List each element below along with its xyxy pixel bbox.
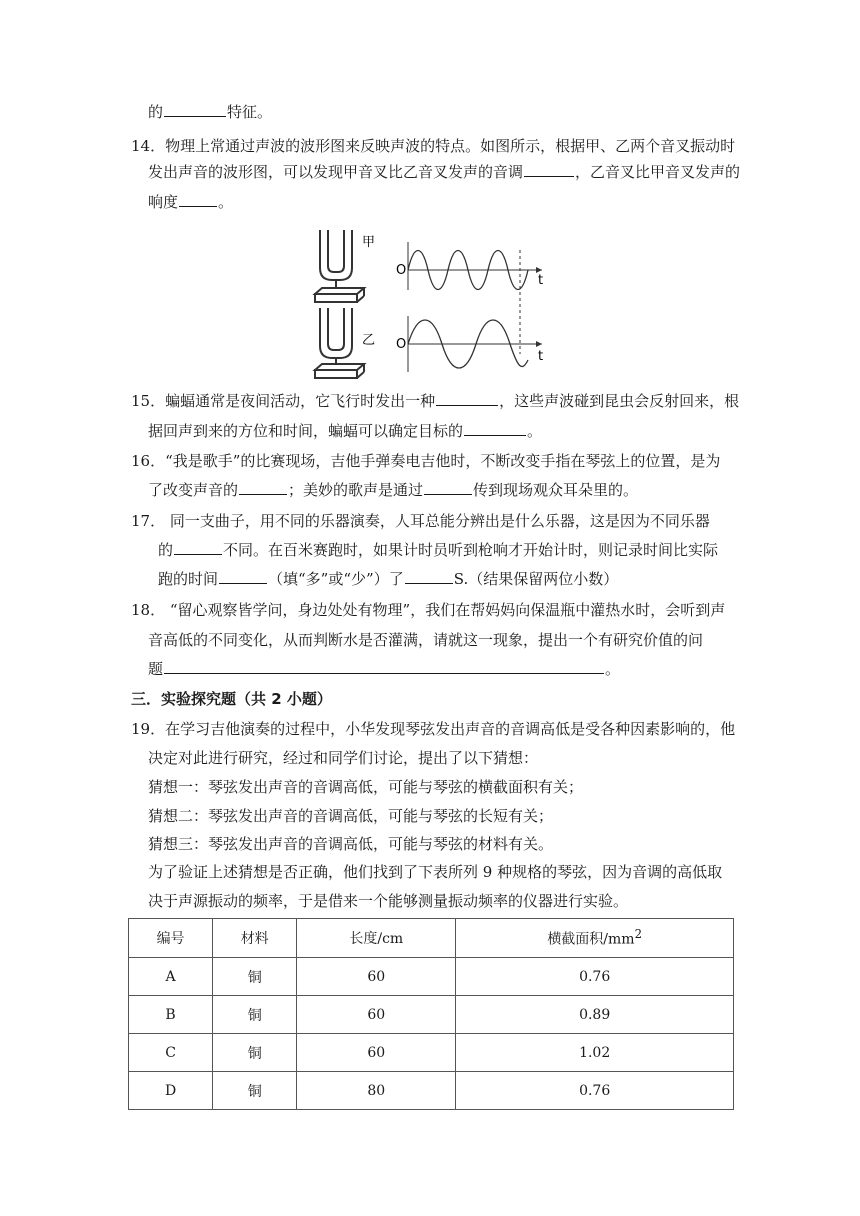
q14-text: 。 <box>218 193 234 211</box>
answer-blank[interactable] <box>405 569 453 584</box>
header-superscript: 2 <box>634 927 643 942</box>
q19-guess1: 猜想一：琴弦发出声音的音调高低，可能与琴弦的横截面积有关； <box>148 778 584 796</box>
table-cell: 铜 <box>213 996 297 1034</box>
q15-line2 <box>148 421 542 441</box>
q17-text: （填“多”或“少”）了 <box>268 570 404 588</box>
table-cell: 60 <box>297 996 456 1034</box>
q18-line1: 18． “留心观察皆学问，身边处处有物理”，我们在帮妈妈向保温瓶中灌热水时，会听到声 <box>131 601 726 619</box>
table-cell: 60 <box>297 958 456 996</box>
q14-line3 <box>148 192 233 212</box>
q18-text: 。 <box>605 660 621 678</box>
q19-line7: 决于声源振动的频率，于是借来一个能够测量振动频率的仪器进行实验。 <box>148 892 629 910</box>
table-cell: B <box>129 996 213 1034</box>
table-header-cell <box>456 919 734 958</box>
q16-text: 传到现场观众耳朵里的。 <box>473 481 639 499</box>
tuning-fork-b-icon <box>315 308 364 378</box>
q17-text: 的 <box>158 541 174 559</box>
q14-text: 发出声音的波形图，可以发现甲音叉比乙音叉发声的音调 <box>148 163 524 181</box>
table-row <box>129 958 734 996</box>
table-row <box>129 996 734 1034</box>
q18-line2: 音高低的不同变化，从而判断水是否灌满，请就这一现象，提出一个有研究价值的问 <box>148 631 704 649</box>
q19-line1: 19．在学习吉他演奏的过程中，小华发现琴弦发出声音的音调高低是受各种因素影响的，他 <box>131 720 736 738</box>
answer-blank[interactable] <box>436 391 498 406</box>
q17-text: S.（结果保留两位小数） <box>453 570 619 588</box>
q16-text: ；美妙的歌声是通过 <box>288 481 424 499</box>
q19-guess3: 猜想三：琴弦发出声音的音调高低，可能与琴弦的材料有关。 <box>148 835 554 853</box>
q19-line6: 为了验证上述猜想是否正确，他们找到了下表所列 9 种规格的琴弦，因为音调的高低取 <box>148 863 723 881</box>
q16-line1: 16．“我是歌手”的比赛现场，吉他手弹奏电吉他时，不断改变手指在琴弦上的位置，是为 <box>131 452 721 470</box>
table-row <box>129 1034 734 1072</box>
q14-text: ，乙音叉比甲音叉发声的 <box>575 163 741 181</box>
q16-line2 <box>148 480 638 500</box>
answer-blank[interactable] <box>464 421 526 436</box>
q15-text: 据回声到来的方位和时间，蝙蝠可以确定目标的 <box>148 422 464 440</box>
header-text: 横截面积/mm <box>547 931 635 948</box>
table-cell: 铜 <box>213 1034 297 1072</box>
table-header-row <box>129 919 734 958</box>
q19-guess2: 猜想二：琴弦发出声音的音调高低，可能与琴弦的长短有关； <box>148 807 554 825</box>
table-cell: 80 <box>297 1072 456 1110</box>
answer-blank[interactable] <box>219 569 267 584</box>
table-cell: 1.02 <box>456 1034 734 1072</box>
q13-text-pre: 的 <box>148 103 164 121</box>
table-cell: 铜 <box>213 1072 297 1110</box>
q15-text: ，这些声波碰到昆虫会反射回来，根 <box>499 392 740 410</box>
answer-blank[interactable] <box>174 540 222 555</box>
answer-blank[interactable] <box>524 162 574 177</box>
answer-blank[interactable] <box>164 659 604 674</box>
q14-line2 <box>148 162 740 182</box>
q17-text: 跑的时间 <box>158 570 219 588</box>
string-spec-table <box>128 918 734 1110</box>
waveform-b <box>396 316 543 372</box>
q18-text: 题 <box>148 660 164 678</box>
answer-blank[interactable] <box>239 480 287 495</box>
tuning-fork-a-icon <box>315 230 364 302</box>
q17-text: 不同。在百米赛跑时，如果计时员听到枪响才开始计时，则记录时间比实际 <box>223 541 719 559</box>
axis-t-label: t <box>538 273 544 288</box>
q17-line3 <box>158 569 618 589</box>
q17-line2 <box>158 540 718 560</box>
q15-line1 <box>131 391 739 411</box>
table-cell: 0.89 <box>456 996 734 1034</box>
q15-text: 15．蝙蝠通常是夜间活动，它飞行时发出一种 <box>131 392 436 410</box>
tuning-fork-waveform-figure <box>310 222 550 382</box>
answer-blank[interactable] <box>164 102 226 117</box>
table-header-cell: 编号 <box>129 919 213 958</box>
fork-b-label: 乙 <box>362 333 376 348</box>
table-cell: 0.76 <box>456 958 734 996</box>
q13-tail <box>148 102 272 122</box>
section-heading: 三．实验探究题（共 2 小题） <box>131 690 332 708</box>
origin-label: O <box>396 263 407 278</box>
q16-text: 了改变声音的 <box>148 481 239 499</box>
origin-label: O <box>396 337 407 352</box>
q13-text-post: 特征。 <box>227 103 273 121</box>
q15-text: 。 <box>527 422 543 440</box>
table-cell: C <box>129 1034 213 1072</box>
table-row <box>129 1072 734 1110</box>
waveform-a <box>396 242 543 290</box>
q18-line3 <box>148 659 620 679</box>
table-header-cell: 材料 <box>213 919 297 958</box>
answer-blank[interactable] <box>179 192 217 207</box>
q17-line1: 17． 同一支曲子，用不同的乐器演奏，人耳总能分辨出是什么乐器，这是因为不同乐器 <box>131 512 710 530</box>
table-cell: A <box>129 958 213 996</box>
axis-t-label: t <box>538 349 544 364</box>
fork-a-label: 甲 <box>362 235 376 250</box>
table-cell: D <box>129 1072 213 1110</box>
q19-line2: 决定对此进行研究，经过和同学们讨论，提出了以下猜想： <box>148 749 539 767</box>
q14-text: 响度 <box>148 193 179 211</box>
q14-line1: 14．物理上常通过声波的波形图来反映声波的特点。如图所示，根据甲、乙两个音叉振动时 <box>131 137 736 155</box>
table-header-cell: 长度/cm <box>297 919 456 958</box>
table-cell: 60 <box>297 1034 456 1072</box>
table-cell: 0.76 <box>456 1072 734 1110</box>
table-cell: 铜 <box>213 958 297 996</box>
answer-blank[interactable] <box>424 480 472 495</box>
